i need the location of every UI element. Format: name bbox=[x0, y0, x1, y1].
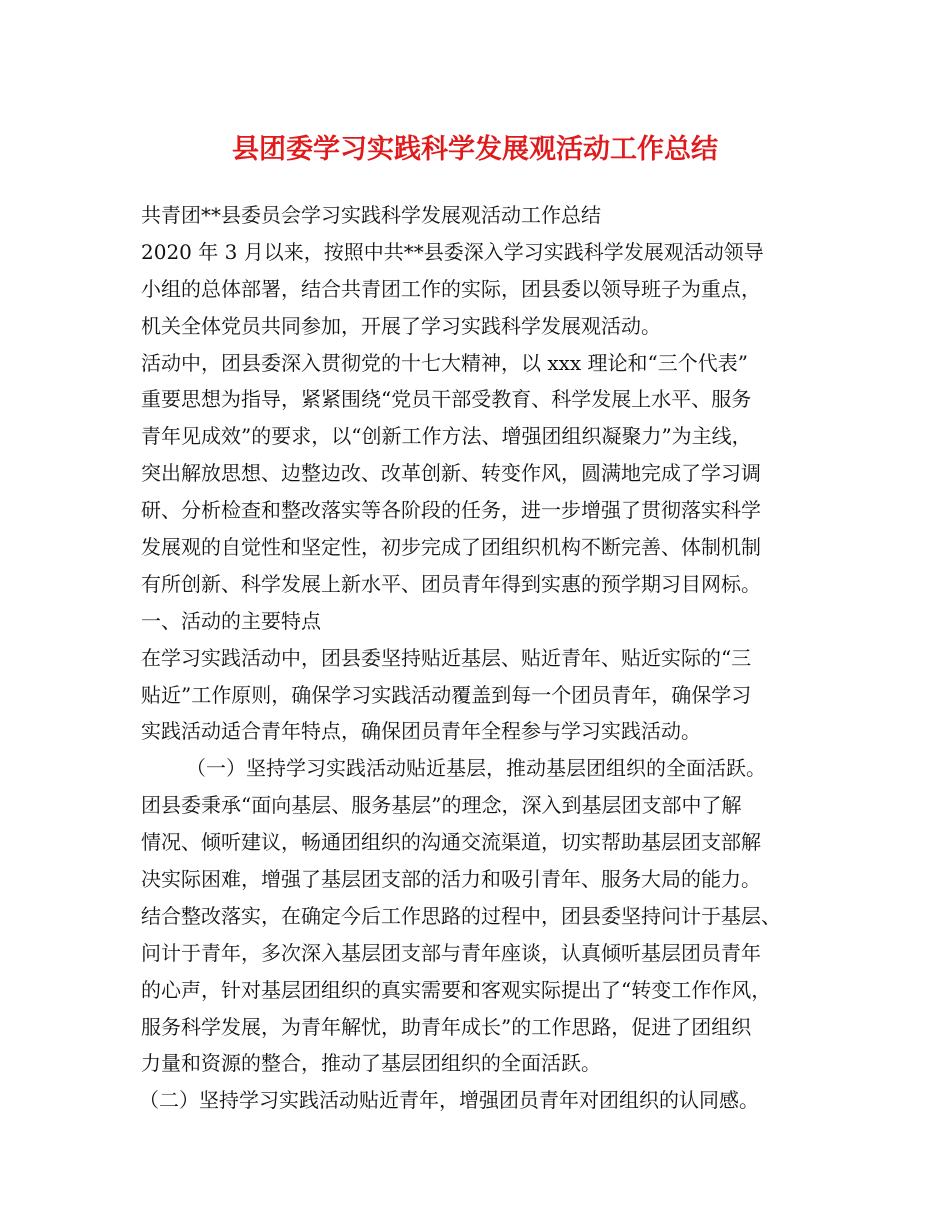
body-line: 贴近”工作原则，确保学习实践活动覆盖到每一个团员青年，确保学习 bbox=[141, 682, 752, 707]
subsection-heading: （一）坚持学习实践活动贴近基层，推动基层团组织的全面活跃。 bbox=[186, 756, 766, 781]
body-line: 在学习实践活动中，团县委坚持贴近基层、贴近青年、贴近实际的“三 bbox=[141, 645, 752, 670]
body-line: 服务科学发展，为青年解忧，助青年成长”的工作思路，促进了团组织 bbox=[141, 1014, 752, 1039]
body-line: 2020 年 3 月以来，按照中共**县委深入学习实践科学发展观活动领导 bbox=[141, 239, 764, 264]
body-line: 青年见成效”的要求，以“创新工作方法、增强团组织凝聚力”为主线， bbox=[141, 424, 752, 449]
body-line: 情况、倾听建议，畅通团组织的沟通交流渠道，切实帮助基层团支部解 bbox=[141, 830, 761, 855]
body-line: 有所创新、科学发展上新水平、团员青年得到实惠的预学期习目网标。 bbox=[141, 571, 761, 596]
body-line: 问计于青年，多次深入基层团支部与青年座谈，认真倾听基层团员青年 bbox=[141, 940, 761, 965]
section-heading: 一、活动的主要特点 bbox=[141, 608, 321, 633]
document-body bbox=[141, 197, 841, 1119]
body-line: 实践活动适合青年特点，确保团员青年全程参与学习实践活动。 bbox=[141, 719, 701, 744]
body-line: 发展观的自觉性和坚定性，初步完成了团组织机构不断完善、体制机制 bbox=[141, 535, 761, 560]
body-line: 重要思想为指导，紧紧围绕“党员干部受教育、科学发展上水平、服务 bbox=[141, 387, 752, 412]
subsection-heading: （二）坚持学习实践活动贴近青年，增强团员青年对团组织的认同感。 bbox=[139, 1088, 759, 1113]
body-line: 团县委秉承“面向基层、服务基层”的理念，深入到基层团支部中了解 bbox=[141, 793, 742, 818]
body-line: 结合整改落实，在确定今后工作思路的过程中，团县委坚持问计于基层、 bbox=[141, 903, 781, 928]
body-line: 小组的总体部署，结合共青团工作的实际，团县委以领导班子为重点， bbox=[141, 276, 761, 301]
body-line: 共青团**县委员会学习实践科学发展观活动工作总结 bbox=[141, 203, 601, 227]
body-line: 力量和资源的整合，推动了基层团组织的全面活跃。 bbox=[141, 1051, 601, 1076]
body-line: 研、分析检查和整改落实等各阶段的任务，进一步增强了贯彻落实科学 bbox=[141, 498, 761, 523]
body-line: 活动中，团县委深入贯彻党的十七大精神，以 xxx 理论和“三个代表” bbox=[141, 350, 749, 375]
body-line: 决实际困难，增强了基层团支部的活力和吸引青年、服务大局的能力。 bbox=[141, 867, 761, 892]
body-line: 机关全体党员共同参加，开展了学习实践科学发展观活动。 bbox=[141, 313, 661, 338]
document-title: 县团委学习实践科学发展观活动工作总结 bbox=[232, 134, 718, 165]
body-line: 突出解放思想、边整边改、改革创新、转变作风，圆满地完成了学习调 bbox=[141, 461, 761, 486]
body-line: 的心声，针对基层团组织的真实需要和客观实际提出了“转变工作作风， bbox=[141, 977, 772, 1002]
